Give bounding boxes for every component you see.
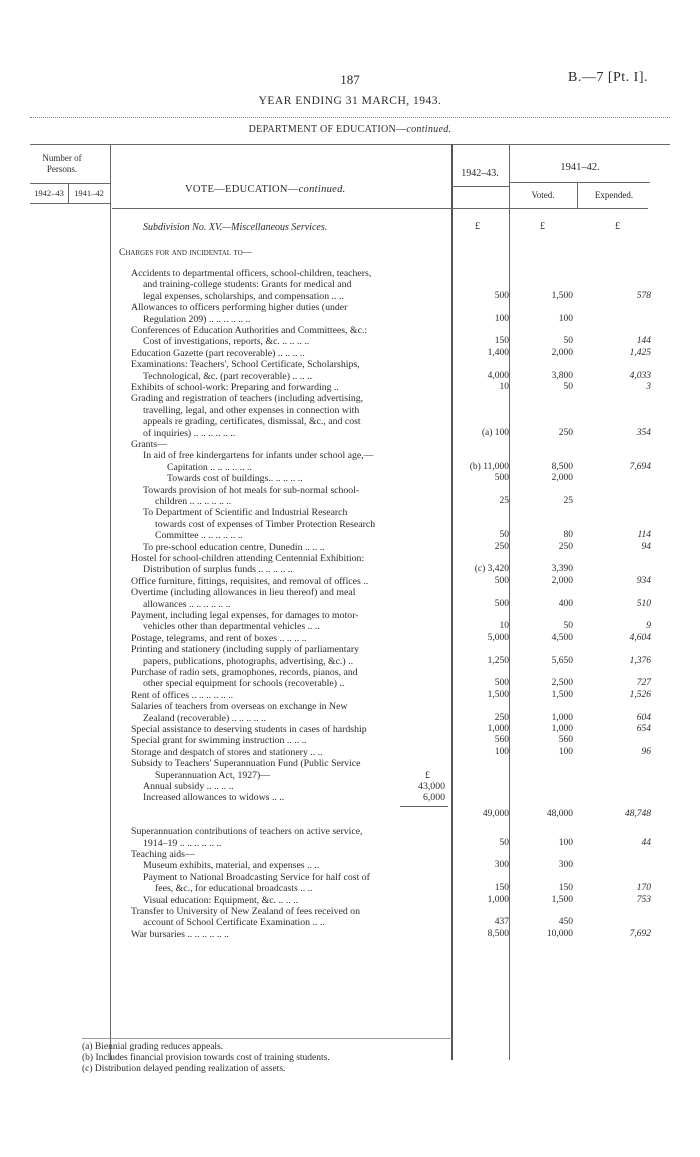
amount-expended: 1,376 — [629, 655, 651, 666]
amount-expended: 94 — [641, 541, 651, 552]
amount-expended: 144 — [636, 336, 651, 347]
header-rule — [30, 117, 670, 118]
amount-voted: 250 — [558, 541, 573, 552]
amount-voted: 1,500 — [551, 290, 573, 301]
amount-voted: 250 — [558, 427, 573, 438]
amount-expended: 4,604 — [629, 632, 651, 643]
item-description-line: Technological, &c. (part recoverable) .. .. .. — [143, 370, 313, 382]
item-description-line: To Department of Scientific and Industrial Research — [143, 507, 348, 519]
amount-1942-43: 500 — [494, 575, 509, 586]
amount-1942-43: 8,500 — [487, 928, 509, 939]
col-1941-42: 1941–42. — [560, 162, 600, 173]
item-description-line: Grading and registration of teachers (including advertising, — [131, 393, 364, 405]
charges-heading: Charges for and incidental to— — [119, 248, 253, 258]
amount-1942-43: 50 — [499, 837, 509, 848]
item-description-line: Teaching aids— — [131, 849, 195, 860]
item-description-line: other special equipment for schools (recoverable) .. — [143, 678, 345, 690]
amount-1942-43: 560 — [494, 735, 509, 746]
amount-voted: 1,000 — [551, 724, 573, 734]
annual-subsidy-value: 43,000 — [418, 781, 445, 792]
amount-voted: 150 — [558, 883, 573, 894]
amount-1942-43: 250 — [494, 541, 509, 552]
amount-1942-43: 500 — [494, 598, 509, 609]
item-description-line: Allowances to officers performing higher duties (under — [131, 302, 348, 314]
subsidy-line: Subsidy to Teachers' Superannuation Fund (Public Service — [131, 758, 361, 770]
amount-1942-43: 100 — [494, 313, 509, 324]
amount-voted: 2,000 — [551, 347, 573, 358]
number-of-persons-heading: Number of Persons. — [42, 153, 82, 174]
item-description-line: In aid of free kindergartens for infants under school age,— — [143, 450, 374, 462]
item-description-line: Postage, telegrams, and rent of boxes .. .. .. .. — [131, 632, 307, 644]
item-description-line: War bursaries .. .. .. .. .. .. — [131, 928, 229, 940]
amount-expended: 1,526 — [629, 689, 651, 700]
item-description-line: Cost of investigations, reports, &c. .. .. .. .. — [143, 336, 310, 348]
amount-voted: 2,000 — [551, 575, 573, 586]
item-description-line: appeals re grading, certificates, dismissal, &c., and cost — [143, 416, 361, 428]
col-1942-43: 1942–43. — [461, 168, 499, 179]
amount-expended: 44 — [641, 837, 651, 848]
item-description-line: Hostel for school-children attending Centennial Exhibition: — [131, 553, 365, 564]
amount-expended: 4,033 — [629, 370, 651, 381]
item-description-line: Rent of offices .. .. .. .. .. .. — [131, 689, 234, 701]
item-description-line: Overtime (including allowances in lieu thereof) and meal — [131, 587, 356, 599]
item-description-line: Committee .. .. .. .. .. .. — [155, 530, 243, 542]
increased-allowances-value: 6,000 — [422, 792, 445, 804]
amount-voted: 3,390 — [551, 564, 573, 575]
amount-expended: 9 — [646, 621, 651, 632]
amount-voted: 400 — [558, 598, 573, 609]
amount-voted: 1,000 — [551, 712, 573, 723]
item-description-line: Special assistance to deserving students in cases of hardship — [131, 724, 367, 735]
item-description-line: and training-college students: Grants for medical and — [143, 279, 352, 291]
amount-voted: 50 — [563, 621, 573, 632]
item-description-line: Conferences of Education Authorities and Committees, &c.: — [131, 325, 368, 336]
item-description-line: Capitation .. .. .. .. .. .. — [167, 461, 252, 473]
amount-voted: 8,500 — [551, 461, 573, 472]
currency-voted: £ — [540, 221, 545, 232]
amount-voted: 560 — [558, 735, 573, 746]
item-description-line: of inquiries) .. .. .. .. .. .. — [143, 427, 236, 439]
header-bottom-rule — [112, 208, 648, 209]
item-description-line: Salaries of teachers from overseas on exchange in New — [131, 701, 348, 713]
amount-expended: 7,692 — [629, 928, 651, 939]
col-1941-rule — [510, 182, 650, 183]
desc-column-line — [451, 144, 453, 1060]
item-description-line: towards cost of expenses of Timber Protection Research — [155, 518, 376, 530]
persons-rule — [30, 183, 110, 184]
subsidy-voted: 48,000 — [546, 808, 573, 819]
amount-1942-43: 10 — [499, 382, 509, 392]
item-description-line: Museum exhibits, material, and expenses .. .. — [143, 860, 320, 872]
amount-1942-43: 100 — [494, 746, 509, 757]
item-description-line: papers, publications, photographs, advertising, &c.) .. — [143, 655, 354, 667]
document-reference: B.—7 [Pt. I]. — [568, 70, 648, 85]
amount-1942-43: 4,000 — [487, 370, 509, 381]
item-description-line: Visual education: Equipment, &c. .. .. .. — [143, 894, 299, 906]
item-description-line: fees, &c., for educational broadcasts .. .. — [155, 883, 313, 895]
amount-voted: 2,500 — [551, 678, 573, 689]
item-description-line: Storage and despatch of stores and stationery .. .. — [131, 746, 323, 758]
item-description-line: Education Gazette (part recoverable) .. .. .. .. — [131, 347, 305, 359]
amount-expended: 753 — [636, 894, 651, 905]
amount-expended: 604 — [636, 712, 651, 723]
persons-1942-43: 1942–43 — [34, 188, 64, 198]
amount-voted: 1,500 — [551, 894, 573, 905]
department-heading: DEPARTMENT OF EDUCATION—continued. — [248, 124, 452, 135]
amount-1942-43: 5,000 — [487, 632, 509, 643]
amount-expended: 114 — [637, 530, 651, 541]
col-1942-line — [509, 144, 510, 1060]
item-description-line: Office furniture, fittings, requisites, and removal of offices .. — [131, 575, 369, 587]
col-expended: Expended. — [594, 190, 634, 200]
persons-sub-rule — [30, 203, 110, 204]
col-1942-rule — [452, 186, 510, 187]
item-description-line: Purchase of radio sets, gramophones, records, pianos, and — [131, 667, 358, 678]
amount-expended: 578 — [636, 290, 651, 301]
amount-1942-43: 500 — [494, 678, 509, 689]
amount-voted: 3,800 — [551, 370, 573, 381]
amount-1942-43: 500 — [494, 290, 509, 301]
amount-voted: 50 — [563, 382, 573, 392]
footnote-a: (a) Biennial grading reduces appeals. — [82, 1042, 224, 1052]
item-description-line: Grants— — [131, 439, 167, 450]
item-description-line: Towards provision of hot meals for sub-normal school- — [143, 484, 360, 496]
year-heading: YEAR ENDING 31 MARCH, 1943. — [258, 95, 442, 107]
subsidy-pound-sign: £ — [425, 769, 430, 781]
amount-voted: 1,500 — [551, 689, 573, 700]
amount-voted: 4,500 — [551, 632, 573, 643]
amount-expended: 510 — [636, 598, 651, 609]
footnote-b: (b) Includes financial provision towards cost of training students. — [82, 1053, 330, 1063]
amount-expended: 1,425 — [629, 347, 651, 358]
amount-voted: 10,000 — [546, 928, 573, 939]
item-description-line: vehicles other than departmental vehicles .. .. — [143, 621, 320, 633]
amount-expended: 170 — [636, 883, 651, 894]
amount-voted: 50 — [563, 336, 573, 347]
amount-voted: 80 — [563, 530, 573, 541]
item-description-line: travelling, legal, and other expenses in connection with — [143, 404, 360, 416]
page-number: 187 — [340, 72, 360, 87]
item-description-line: Payment, including legal expenses, for damages to motor- — [131, 610, 359, 621]
item-description-line: Exhibits of school-work: Preparing and forwarding .. — [131, 382, 339, 393]
subsidy-total-rule — [400, 806, 448, 807]
amount-1942-43: 25 — [499, 496, 509, 506]
amount-expended: 7,694 — [629, 461, 651, 472]
amount-1942-43: 250 — [494, 712, 509, 723]
item-description-line: To pre-school education centre, Dunedin .. .. .. — [143, 541, 325, 553]
subdivision-title: Subdivision No. XV.—Miscellaneous Services. — [143, 222, 328, 233]
persons-divider — [68, 183, 69, 203]
currency-1942-43: £ — [475, 221, 480, 232]
item-description-line: Towards cost of buildings.. .. .. .. .. — [167, 473, 303, 485]
item-description-line: Transfer to University of New Zealand of fees received on — [131, 906, 360, 917]
subsidy-line: Superannuation Act, 1927)— — [155, 769, 271, 781]
amount-voted: 100 — [558, 746, 573, 757]
subsidy-expended: 48,748 — [624, 808, 651, 819]
amount-1942-43: 1,000 — [487, 894, 509, 905]
item-description-line: Payment to National Broadcasting Service for half cost of — [143, 871, 370, 883]
amount-1942-43: (a) 100 — [481, 427, 509, 438]
col-voted: Voted. — [531, 190, 555, 200]
footnotes — [82, 1042, 330, 1075]
amount-1942-43: 500 — [494, 473, 509, 484]
amount-1942-43: 1,250 — [487, 655, 509, 666]
amount-voted: 450 — [558, 917, 573, 928]
increased-allowances-label: Increased allowances to widows .. .. — [143, 792, 285, 804]
amount-expended: 96 — [641, 746, 651, 757]
amount-1942-43: 300 — [494, 860, 509, 871]
amount-expended: 934 — [636, 575, 651, 586]
item-description-line: Accidents to departmental officers, school-children, teachers, — [131, 268, 372, 279]
item-description-line: Examinations: Teachers', School Certificate, Scholarships, — [131, 359, 360, 371]
table-top-rule — [30, 144, 670, 145]
subsidy-1942-43: 49,000 — [482, 808, 509, 819]
amount-voted: 100 — [558, 313, 573, 324]
item-description-line: Regulation 209) .. .. .. .. .. .. — [143, 313, 251, 325]
amount-voted: 300 — [558, 860, 573, 871]
amount-1942-43: 1,500 — [487, 689, 509, 700]
item-description-line: 1914–19 .. .. .. .. .. .. — [143, 837, 222, 849]
amount-voted: 2,000 — [551, 473, 573, 484]
amount-1942-43: (b) 11,000 — [469, 461, 509, 472]
amount-expended: 3 — [646, 382, 651, 392]
amount-expended: 354 — [636, 427, 651, 438]
item-description-line: allowances .. .. .. .. .. .. — [143, 598, 231, 610]
amount-1942-43: 10 — [499, 621, 509, 632]
amount-1942-43: (c) 3,420 — [474, 564, 509, 575]
amount-1942-43: 1,400 — [487, 347, 509, 358]
amount-voted: 5,650 — [551, 655, 573, 666]
persons-column-line — [110, 144, 111, 1060]
annual-subsidy-label: Annual subsidy .. .. .. .. — [143, 781, 234, 792]
item-description-line: Zealand (recoverable) .. .. .. .. .. — [143, 712, 266, 724]
amount-1942-43: 150 — [494, 883, 509, 894]
item-description-line: Printing and stationery (including supply of parliamentary — [131, 644, 360, 656]
amount-expended: 727 — [636, 678, 651, 689]
amount-voted: 25 — [563, 496, 573, 506]
footnote-c: (c) Distribution delayed pending realization of assets. — [82, 1064, 286, 1074]
item-description-line: children .. .. .. .. .. .. — [155, 496, 232, 507]
amount-1942-43: 150 — [494, 336, 509, 347]
amount-1942-43: 437 — [494, 917, 509, 928]
amount-expended: 654 — [636, 724, 651, 734]
amount-1942-43: 50 — [499, 530, 509, 541]
vote-title: VOTE—EDUCATION—continued. — [185, 184, 346, 195]
item-description-line: Distribution of surplus funds .. .. .. .. .. — [143, 564, 293, 576]
currency-expended: £ — [615, 221, 620, 232]
item-description-line: account of School Certificate Examination .. .. — [143, 917, 325, 929]
item-description-line: Special grant for swimming instruction .. .. .. — [131, 735, 307, 747]
persons-1941-42: 1941–42 — [74, 188, 104, 198]
amount-1942-43: 1,000 — [487, 724, 509, 734]
item-description-line: legal expenses, scholarships, and compensation .. .. — [143, 290, 344, 302]
amount-voted: 100 — [558, 837, 573, 848]
footnote-rule — [82, 1038, 452, 1039]
item-description-line: Superannuation contributions of teachers on active service, — [131, 826, 363, 838]
